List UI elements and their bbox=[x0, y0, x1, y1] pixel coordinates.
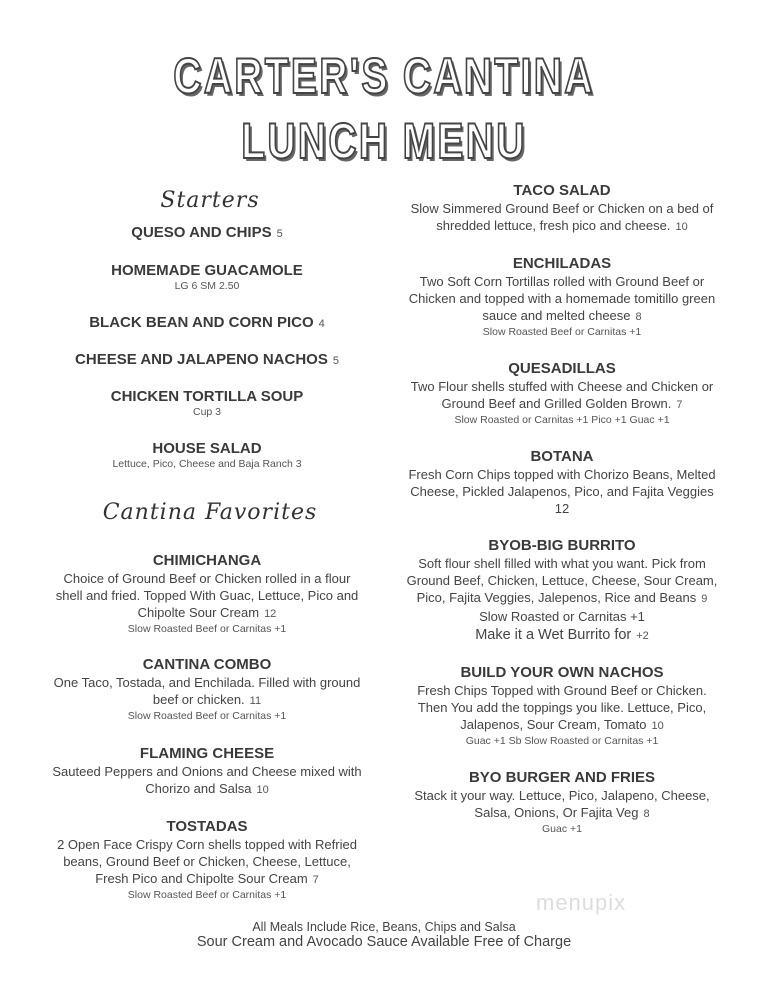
watermark: menupix bbox=[536, 890, 627, 915]
item-price: 8 bbox=[643, 808, 650, 820]
item-description-line bbox=[7, 674, 407, 691]
item-name-text: CHEESE AND JALAPENO NACHOS bbox=[75, 351, 328, 368]
description-text: Fresh Pico and Chipolte Sour Cream bbox=[95, 871, 308, 886]
upgrade-price: +2 bbox=[636, 630, 649, 642]
description-text: Pico, Fajita Veggies, Jalepenos, Rice and Beans bbox=[416, 590, 697, 605]
item-price: 9 bbox=[701, 593, 708, 605]
item-description-line bbox=[362, 699, 762, 716]
menu-item bbox=[7, 314, 407, 333]
item-description-line bbox=[7, 780, 407, 799]
menu-item bbox=[7, 262, 407, 293]
menu-item bbox=[362, 255, 762, 339]
item-name-text: BLACK BEAN AND CORN PICO bbox=[89, 314, 314, 331]
item-name-text: QUESADILLAS bbox=[508, 360, 616, 377]
menu-title: CARTER'S CANTINA bbox=[173, 48, 595, 104]
item-note: Cup 3 bbox=[192, 406, 222, 418]
item-description-line bbox=[362, 273, 762, 290]
menu-item bbox=[7, 351, 407, 370]
item-name-text: CHICKEN TORTILLA SOUP bbox=[110, 388, 304, 405]
item-description-line bbox=[362, 787, 762, 804]
item-name-text: FLAMING CHEESE bbox=[139, 745, 275, 762]
item-price: 7 bbox=[676, 399, 683, 411]
description-text: Fresh Chips Topped with Ground Beef or Chicken. bbox=[417, 683, 707, 698]
item-description-line bbox=[362, 682, 762, 699]
item-price: 10 bbox=[675, 221, 688, 233]
menu-item bbox=[7, 224, 407, 243]
description-text: Two Soft Corn Tortillas rolled with Ground Beef or bbox=[419, 274, 705, 289]
item-name bbox=[362, 537, 762, 555]
description-text: Cheese, Pickled Jalapenos, Pico, and Fajita Veggies bbox=[410, 484, 714, 499]
item-note: Slow Roasted Beef or Carnitas +1 bbox=[127, 623, 287, 635]
description-text: Sauteed Peppers and Onions and Cheese mixed with bbox=[52, 764, 362, 779]
description-text: Chicken and topped with a homemade tomitillo green bbox=[408, 291, 716, 306]
item-name bbox=[362, 769, 762, 787]
item-description-line bbox=[7, 570, 407, 587]
description-text: Stack it your way. Lettuce, Pico, Jalapeno, Cheese, bbox=[414, 788, 710, 803]
item-description-line bbox=[362, 716, 762, 735]
menu-item bbox=[362, 664, 762, 748]
item-name-text: QUESO AND CHIPS bbox=[131, 224, 272, 241]
footer-free-note: Sour Cream and Avocado Sauce Available Free of Charge bbox=[196, 934, 572, 950]
item-name bbox=[7, 818, 407, 836]
item-price: 10 bbox=[651, 720, 664, 732]
item-description-line bbox=[362, 395, 762, 414]
item-note: LG 6 SM 2.50 bbox=[174, 280, 240, 292]
item-price: 7 bbox=[312, 874, 319, 886]
item-name-text: BUILD YOUR OWN NACHOS bbox=[460, 664, 664, 681]
description-text: Salsa, Onions, Or Fajita Veg bbox=[474, 805, 639, 820]
menu-subtitle: LUNCH MENU bbox=[241, 113, 527, 169]
item-name bbox=[7, 440, 407, 458]
item-name bbox=[362, 255, 762, 273]
item-name bbox=[362, 360, 762, 378]
description-text: Fresh Corn Chips topped with Chorizo Beans, Melted bbox=[408, 467, 716, 482]
item-price: 12 bbox=[264, 608, 277, 620]
menu-item bbox=[7, 388, 407, 419]
description-text: beef or chicken. bbox=[152, 692, 245, 707]
item-name-text: HOMEMADE GUACAMOLE bbox=[111, 262, 303, 279]
item-description-line bbox=[362, 378, 762, 395]
item-description-line bbox=[362, 307, 762, 326]
menu-item bbox=[362, 537, 762, 646]
item-note: Lettuce, Pico, Cheese and Baja Ranch 3 bbox=[112, 458, 302, 470]
description-text: Ground Beef, Chicken, Lettuce, Cheese, Sour Cream, bbox=[406, 573, 718, 588]
item-name bbox=[7, 745, 407, 763]
description-text: Jalapenos, Sour Cream, Tomato bbox=[460, 717, 647, 732]
item-description-line bbox=[362, 483, 762, 500]
description-text: sauce and melted cheese bbox=[482, 308, 631, 323]
menu-item bbox=[7, 818, 407, 902]
item-description-line bbox=[7, 587, 407, 604]
description-text: Slow Roasted or Carnitas +1 bbox=[479, 609, 645, 624]
description-text: 2 Open Face Crispy Corn shells topped with Refried bbox=[57, 837, 357, 852]
description-text: 12 bbox=[554, 501, 570, 516]
description-text: Ground Beef and Grilled Golden Brown. bbox=[441, 396, 672, 411]
menu-item bbox=[362, 360, 762, 427]
item-description-line bbox=[362, 589, 762, 608]
item-note: Slow Roasted Beef or Carnitas +1 bbox=[482, 326, 642, 338]
menu-item bbox=[7, 552, 407, 636]
item-name bbox=[7, 262, 407, 280]
item-name-text: BYO BURGER AND FRIES bbox=[468, 769, 656, 786]
item-description-line bbox=[362, 290, 762, 307]
item-note: Slow Roasted Beef or Carnitas +1 bbox=[127, 710, 287, 722]
section-starters: Starters bbox=[160, 188, 260, 213]
item-note: Guac +1 Sb Slow Roasted or Carnitas +1 bbox=[465, 735, 659, 747]
item-name-text: TACO SALAD bbox=[513, 182, 611, 199]
item-name bbox=[362, 448, 762, 466]
item-name bbox=[362, 664, 762, 682]
item-name bbox=[7, 656, 407, 674]
item-description-line bbox=[7, 763, 407, 780]
description-text: Chipolte Sour Cream bbox=[137, 605, 260, 620]
description-text: shredded lettuce, fresh pico and cheese. bbox=[436, 218, 671, 233]
item-description-line bbox=[7, 691, 407, 710]
item-note: Slow Roasted or Carnitas +1 Pico +1 Guac +1 bbox=[454, 414, 670, 426]
description-text: Two Flour shells stuffed with Cheese and Chicken or bbox=[410, 379, 714, 394]
item-price: 10 bbox=[256, 784, 269, 796]
item-name-text: BOTANA bbox=[530, 448, 594, 465]
item-description-line bbox=[362, 555, 762, 572]
item-price: 4 bbox=[318, 318, 325, 330]
item-description-line bbox=[362, 608, 762, 625]
description-text: shell and fried. Topped With Guac, Lettuce, Pico and bbox=[55, 588, 359, 603]
item-name-text: TOSTADAS bbox=[166, 818, 248, 835]
description-text: Soft flour shell filled with what you want. Pick from bbox=[418, 556, 706, 571]
menu-item bbox=[7, 745, 407, 799]
item-description-line bbox=[362, 500, 762, 517]
footer-meals-note: All Meals Include Rice, Beans, Chips and Salsa bbox=[252, 920, 516, 934]
menu-item bbox=[362, 448, 762, 517]
description-text: One Taco, Tostada, and Enchilada. Filled with ground bbox=[53, 675, 361, 690]
item-note: Slow Roasted Beef or Carnitas +1 bbox=[127, 889, 287, 901]
item-description-line bbox=[362, 217, 762, 236]
item-name-text: ENCHILADAS bbox=[512, 255, 612, 272]
menu-item bbox=[7, 440, 407, 471]
item-name bbox=[7, 388, 407, 406]
section-cantina-favorites: Cantina Favorites bbox=[102, 500, 318, 525]
menu-item bbox=[362, 182, 762, 236]
item-name bbox=[7, 351, 407, 370]
item-description-line bbox=[7, 853, 407, 870]
wet-burrito-upgrade bbox=[362, 625, 762, 646]
item-name-text: HOUSE SALAD bbox=[152, 440, 262, 457]
item-name bbox=[7, 314, 407, 333]
item-name bbox=[7, 224, 407, 243]
item-description-line bbox=[362, 466, 762, 483]
item-price: 5 bbox=[332, 355, 339, 367]
item-description-line bbox=[362, 572, 762, 589]
item-name-text: CANTINA COMBO bbox=[142, 656, 272, 673]
item-price: 8 bbox=[635, 311, 642, 323]
item-name-text: CHIMICHANGA bbox=[152, 552, 262, 569]
description-text: Choice of Ground Beef or Chicken rolled in a flour bbox=[63, 571, 351, 586]
item-price: 11 bbox=[249, 695, 262, 707]
item-description-line bbox=[362, 200, 762, 217]
item-note: Guac +1 bbox=[542, 823, 582, 835]
item-name-text: BYOB-BIG BURRITO bbox=[488, 537, 636, 554]
menu-item bbox=[7, 656, 407, 723]
description-text: Chorizo and Salsa bbox=[145, 781, 252, 796]
description-text: Then You add the toppings you like. Lettuce, Pico, bbox=[417, 700, 707, 715]
item-price: 5 bbox=[276, 228, 283, 240]
item-name bbox=[7, 552, 407, 570]
item-description-line bbox=[362, 804, 762, 823]
item-name bbox=[362, 182, 762, 200]
upgrade-text: Make it a Wet Burrito for bbox=[475, 627, 632, 643]
item-description-line bbox=[7, 836, 407, 853]
item-description-line bbox=[7, 870, 407, 889]
description-text: Slow Simmered Ground Beef or Chicken on a bed of bbox=[410, 201, 714, 216]
menu-item bbox=[362, 769, 762, 836]
item-description-line bbox=[7, 604, 407, 623]
description-text: beans, Ground Beef or Chicken, Cheese, Lettuce, bbox=[63, 854, 351, 869]
